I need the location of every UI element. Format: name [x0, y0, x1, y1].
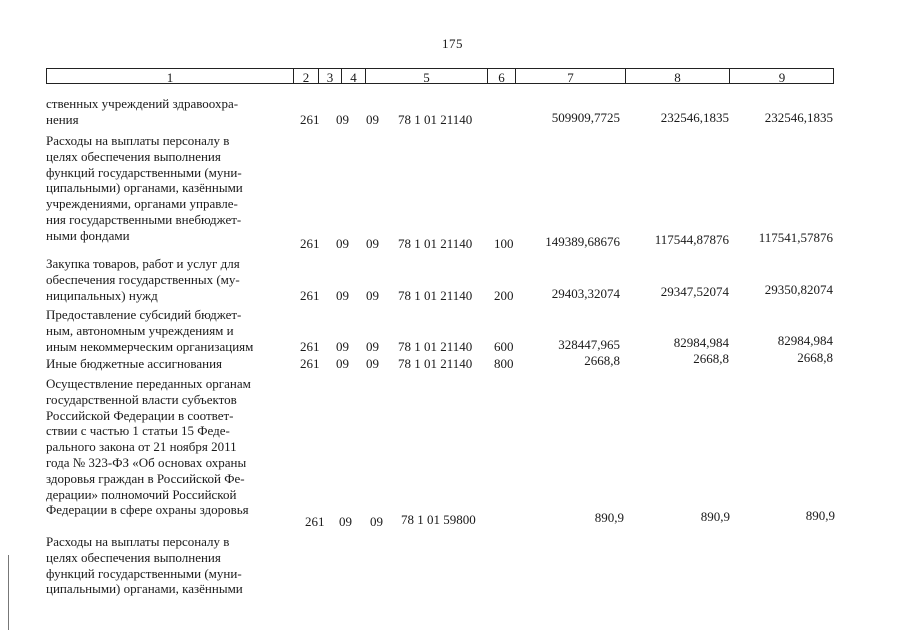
table-header-row [46, 68, 834, 84]
row-3-description [46, 307, 292, 354]
row-5-c2: 261 [305, 514, 325, 529]
row-3-line: ным, автономным учреждениям и [46, 322, 234, 338]
row-2-line: Закупка товаров, работ и услуг для [46, 256, 240, 271]
row-2-c4: 09 [366, 288, 379, 303]
row-3-c5: 78 1 01 21140 [398, 339, 473, 354]
row-4-c7: 2668,8 [584, 353, 620, 368]
row-6-line: ципальными) органами, казёнными [46, 581, 243, 597]
row-3-c9: 82984,984 [777, 333, 833, 348]
header-col-4: 4 [341, 69, 365, 84]
row-5-line: Осуществление переданных органам [46, 376, 251, 391]
row-5-line: Федерации в сфере охраны здоровья [46, 502, 249, 518]
row-4-c5: 78 1 01 21140 [398, 356, 473, 371]
row-6-description [46, 534, 292, 597]
row-0-c2: 261 [300, 112, 320, 127]
row-5-line: здоровья граждан в Российской Фе- [46, 470, 245, 486]
row-2-c8: 29347,52074 [660, 284, 729, 299]
row-1-c8: 117544,87876 [654, 232, 729, 247]
row-2-c6: 200 [494, 288, 514, 303]
header-col-9: 9 [729, 69, 834, 84]
row-3-c2: 261 [300, 339, 320, 354]
row-3-c7: 328447,965 [558, 337, 620, 352]
row-0-c8: 232546,1835 [660, 110, 729, 125]
header-col-7: 7 [515, 69, 625, 84]
row-1-line: целях обеспечения выполнения [46, 148, 221, 164]
row-1-c9: 117541,57876 [758, 230, 833, 245]
row-3-c4: 09 [366, 339, 379, 354]
row-2-c7: 29403,32074 [551, 286, 620, 301]
row-4-c6: 800 [494, 356, 514, 371]
row-2-c9: 29350,82074 [764, 282, 833, 297]
row-6-line: Расходы на выплаты персоналу в [46, 534, 230, 549]
row-1-c5: 78 1 01 21140 [398, 236, 473, 251]
row-5-line: года № 323-ФЗ «Об основах охраны [46, 454, 247, 470]
row-1-c7: 149389,68676 [545, 234, 620, 249]
row-1-line: ными фондами [46, 227, 130, 243]
row-3-c8: 82984,984 [673, 335, 729, 350]
row-1-description [46, 133, 292, 244]
row-5-c7: 890,9 [594, 510, 624, 525]
row-1-c6: 100 [494, 236, 514, 251]
row-6-line: функций государственными (муни- [46, 565, 242, 581]
row-0-c4: 09 [366, 112, 379, 127]
row-5-c9: 890,9 [805, 508, 835, 523]
row-3-line: иным некоммерческим организациям [46, 338, 254, 354]
row-4-c8: 2668,8 [693, 351, 729, 366]
row-5-line: дерации» полномочий Российской [46, 486, 237, 502]
row-5-c4: 09 [370, 514, 383, 529]
row-0-c7: 509909,7725 [551, 110, 620, 125]
row-1-c3: 09 [336, 236, 349, 251]
header-col-3: 3 [318, 69, 341, 84]
row-5-line: ствии с частью 1 статьи 15 Феде- [46, 423, 230, 439]
row-2-c5: 78 1 01 21140 [398, 288, 473, 303]
row-1-c4: 09 [366, 236, 379, 251]
row-0-c3: 09 [336, 112, 349, 127]
row-0-c9: 232546,1835 [764, 110, 833, 125]
row-5-c8: 890,9 [700, 509, 730, 524]
row-0-c5: 78 1 01 21140 [398, 112, 473, 127]
row-2-line: обеспечения государственных (му- [46, 271, 240, 287]
row-0-line: нения [46, 111, 79, 127]
header-col-5: 5 [365, 69, 487, 84]
row-5-description [46, 376, 292, 518]
row-3-c6: 600 [494, 339, 514, 354]
row-5-line: рального закона от 21 ноября 2011 [46, 439, 237, 455]
header-col-6: 6 [487, 69, 515, 84]
row-4-description [46, 356, 292, 372]
margin-scan-line [8, 555, 9, 630]
row-4-c4: 09 [366, 356, 379, 371]
row-4-c9: 2668,8 [797, 350, 833, 365]
row-3-c3: 09 [336, 339, 349, 354]
row-2-c2: 261 [300, 288, 320, 303]
row-4-c2: 261 [300, 356, 320, 371]
row-4-c3: 09 [336, 356, 349, 371]
header-col-1: 1 [166, 70, 174, 85]
page-number: 175 [442, 36, 463, 51]
row-6-line: целях обеспечения выполнения [46, 549, 221, 565]
row-1-line: функций государственными (муни- [46, 164, 242, 180]
row-5-c5: 78 1 01 59800 [401, 512, 476, 527]
row-0-description [46, 96, 292, 128]
header-col-8: 8 [625, 69, 729, 84]
row-1-line: ния государственными внебюджет- [46, 211, 242, 227]
row-5-line: Российской Федерации в соответ- [46, 407, 234, 423]
row-1-line: ципальными) органами, казёнными [46, 180, 243, 196]
row-2-description [46, 256, 292, 303]
row-5-line: государственной власти субъектов [46, 391, 237, 407]
row-0-line: ственных учреждений здравоохра- [46, 96, 239, 111]
row-2-c3: 09 [336, 288, 349, 303]
row-5-c3: 09 [339, 514, 352, 529]
row-1-c2: 261 [300, 236, 320, 251]
row-1-line: учреждениями, органами управле- [46, 196, 238, 212]
row-1-line: Расходы на выплаты персоналу в [46, 133, 230, 148]
row-2-line: ниципальных) нужд [46, 287, 158, 303]
row-4-line: Иные бюджетные ассигнования [46, 356, 223, 371]
row-3-line: Предоставление субсидий бюджет- [46, 307, 242, 322]
header-col-2: 2 [293, 69, 318, 84]
